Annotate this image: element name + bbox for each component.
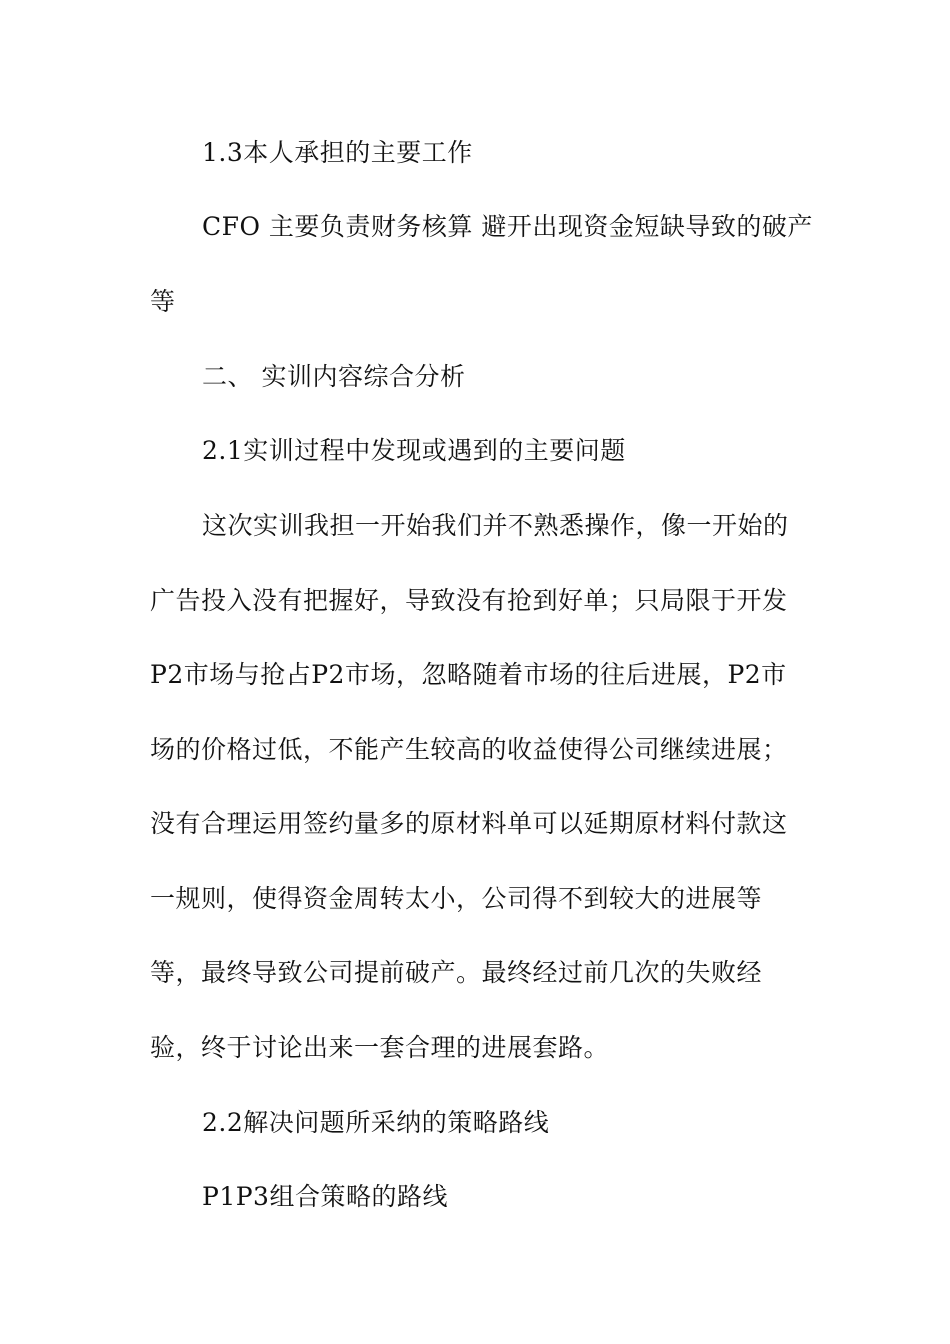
section-heading-2-2: 2.2解决问题所采纳的策略路线 bbox=[202, 1108, 550, 1137]
paragraph-line: 等 bbox=[150, 287, 176, 316]
paragraph-line: 等，最终导致公司提前破产。最终经过前几次的失败经 bbox=[150, 958, 763, 987]
paragraph-line: 广告投入没有把握好，导致没有抢到好单；只局限于开发 bbox=[150, 586, 788, 615]
section-heading-1-3: 1.3本人承担的主要工作 bbox=[202, 138, 473, 167]
paragraph-line: 没有合理运用签约量多的原材料单可以延期原材料付款这 bbox=[150, 809, 788, 838]
chapter-heading-2: 二、 实训内容综合分析 bbox=[202, 362, 466, 391]
paragraph-line: P1P3组合策略的路线 bbox=[202, 1182, 448, 1211]
paragraph-line: 场的价格过低，不能产生较高的收益使得公司继续进展； bbox=[150, 735, 788, 764]
paragraph-line: 这次实训我担一开始我们并不熟悉操作，像一开始的 bbox=[202, 511, 789, 540]
paragraph-line: CFO 主要负责财务核算 避开出现资金短缺导致的破产 bbox=[202, 212, 813, 241]
paragraph-line: 验，终于讨论出来一套合理的进展套路。 bbox=[150, 1033, 610, 1062]
section-heading-2-1: 2.1实训过程中发现或遇到的主要问题 bbox=[202, 436, 626, 465]
paragraph-line: P2市场与抢占P2市场，忽略随着市场的往后进展，P2市 bbox=[150, 660, 787, 689]
paragraph-line: 一规则，使得资金周转太小，公司得不到较大的进展等 bbox=[150, 884, 763, 913]
